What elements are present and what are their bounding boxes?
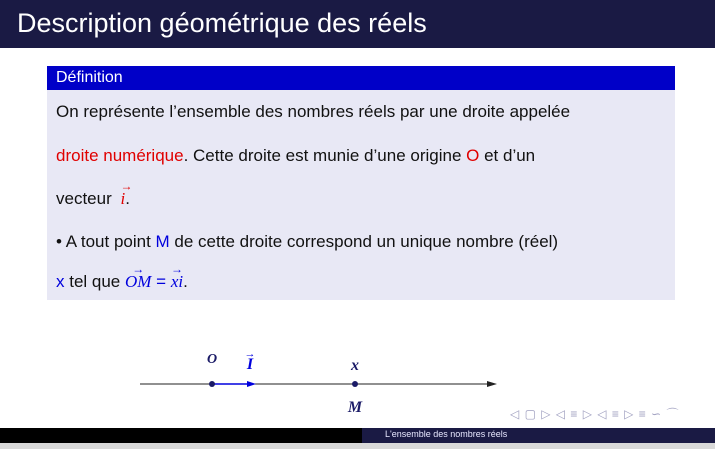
footer-bar [0, 428, 715, 443]
droite-numerique-term: droite numérique [56, 146, 184, 165]
origin-label: O [466, 146, 480, 165]
line2-text: . Cette droite est munie d’une origine [183, 146, 467, 165]
vector-arrow: → [120, 179, 133, 193]
line4-end: de cette droite correspond un unique nombre (réel) [169, 232, 559, 251]
line3-end: . [125, 189, 130, 208]
footer-text: L'ensemble des nombres réels [385, 429, 508, 439]
point-m [352, 381, 358, 387]
beamer-navigation[interactable]: ◁ ▢ ▷ ◁ ≡ ▷ ◁ ≡ ▷ ≡ ∽ ⌒ [510, 407, 680, 421]
bottom-strip [0, 443, 715, 449]
origin-point [209, 381, 215, 387]
vector-xi-letters: xi [170, 272, 184, 291]
vector-xi-arrow: → [170, 262, 183, 276]
line2-end: et d’un [479, 146, 536, 165]
line1-text: On représente l’ensemble des nombres réels par une droite appelée [56, 102, 571, 121]
figure-label-x: x [351, 357, 359, 374]
line3-text: vecteur [56, 189, 117, 208]
definition-heading: Définition [47, 66, 675, 90]
figure-label-m: M [347, 399, 363, 416]
figure-label-o: O [206, 352, 218, 367]
vector-om-arrow: → [132, 262, 145, 276]
equals-sign: = [151, 272, 171, 291]
slide-title: Description géométrique des réels [17, 8, 427, 38]
line4-start: • A tout point [56, 232, 156, 251]
figure-label-i: I [246, 356, 254, 373]
unit-vector-arrowhead [247, 381, 256, 387]
figure-label-i-arrow: → [244, 348, 256, 360]
point-m-label: M [155, 232, 170, 251]
vector-om-letters: OM [125, 272, 152, 291]
line5-mid: tel que [64, 272, 125, 291]
vector-i-letter: i [120, 189, 126, 208]
x-label: x [56, 272, 65, 291]
number-line-arrowhead [487, 381, 497, 387]
line5-end: . [183, 272, 188, 291]
